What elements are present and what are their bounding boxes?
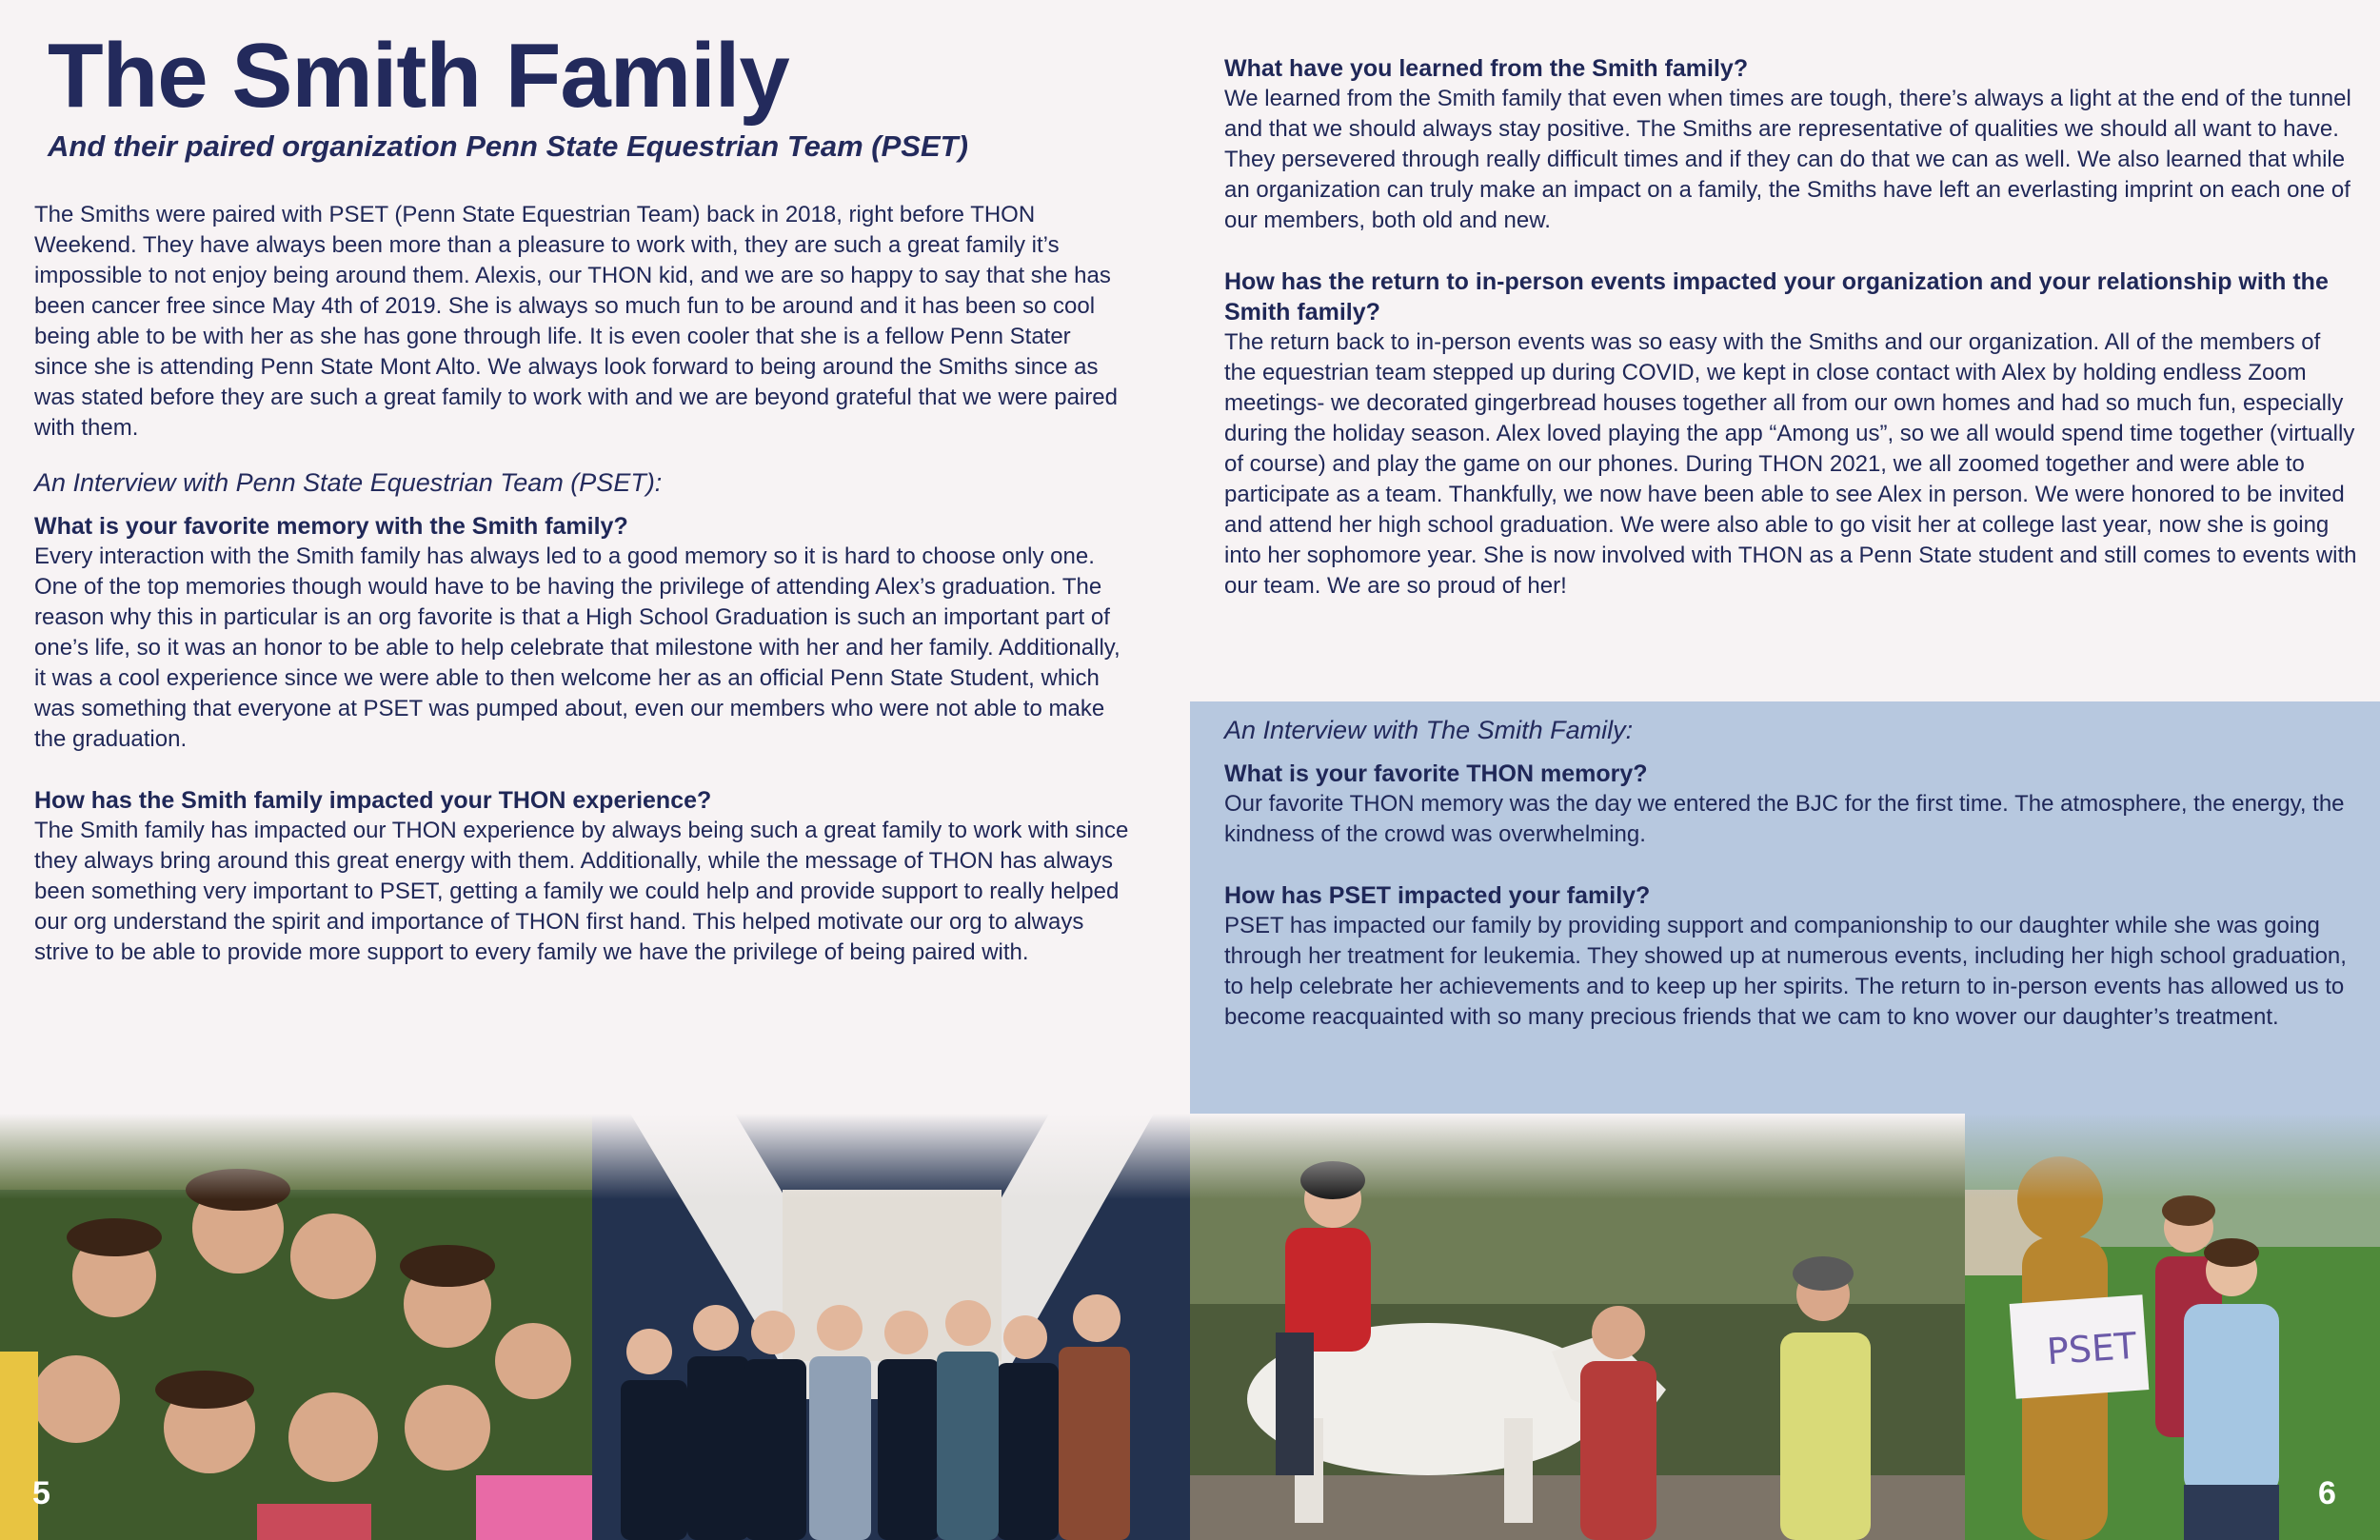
photo-fade (1190, 1114, 1965, 1199)
page-number-right: 6 (2318, 1475, 2336, 1511)
answer-in-person-events: The return back to in-person events was so easy with the Smiths and our organization. All of the members of the equestrian team stepped up during COVID, we kept in close contact with Alex by holding endless Zoom meetings- we decorated gingerbread houses together all from our own homes and had so much fun, especially during the holiday season. Alex loved playing the app “Among us”, so we all would spend time together (virtually of course) and play the game on our phones. During THON 2021, we all zoomed together and were able to participate as a team. Thankfully, we now have been able to see Alex in person. We were honored to be invited and attend her high school graduation. We were also able to go visit her at college last year, now she is going into her sophomore year. She is now involved with THON as a Penn State student and still comes to events with our team. We are so proud of her! (1224, 329, 2357, 599)
intro-paragraph: The Smiths were paired with PSET (Penn State Equestrian Team) back in 2018, right before THON Weekend. They have always been more than a pleasure to work with, they are such a great family it’s impossible to not enjoy being around them. Alexis, our THON kid, and we are so happy to say that she has been cancer free since May 4th of 2019. She is always so much fun to be around and it has been so cool being able to be with her as she has gone through life. It is even cooler that she is a fellow Penn Stater since she is attending Penn State Mont Alto. We always look forward to being around the Smiths since as was stated before they are such a great family to work with and we are beyond grateful that we were paired with them. (34, 202, 1118, 441)
family-interview-heading: An Interview with The Smith Family: (1224, 716, 1634, 744)
answer-learned: We learned from the Smith family that even when times are tough, there’s always a light at the end of the tunnel and that we should always stay positive. The Smiths are representative of qualities we should all want to have. They persevered through really difficult times and if they can do that we can as well. We also learned that while an organization can truly make an impact on a family, the Smiths have left an everlasting imprint on each one of our members, both old and new. (1224, 86, 2351, 233)
page-subtitle: And their paired organization Penn State Equestrian Team (PSET) (48, 129, 968, 163)
pset-interview-continued (1224, 53, 2357, 602)
question-favorite-thon-memory: What is your favorite THON memory? (1224, 760, 1648, 787)
page-title: The Smith Family (48, 25, 789, 127)
pset-interview-heading: An Interview with Penn State Equestrian Team (PSET): (34, 468, 663, 497)
pset-interview (34, 468, 1129, 968)
pset-sign-text: PSET (2045, 1324, 2138, 1373)
question-favorite-memory: What is your favorite memory with the Smith family? (34, 513, 628, 540)
photo-fade (592, 1114, 1190, 1199)
photo-fade (0, 1114, 592, 1199)
photo-fade (1965, 1114, 2380, 1199)
page-number-left: 5 (32, 1475, 50, 1511)
family-interview (1224, 716, 2357, 1033)
answer-thon-experience: The Smith family has impacted our THON experience by always being such a great family to work with since they always bring around this great energy with them. Additionally, while the message of THON has always been something very important to PSET, getting a family we could help and provide support to really helped our org understand the spirit and importance of THON first hand. This helped motivate our org to always strive to be able to provide more support to every family we have the privilege of being paired with. (34, 818, 1129, 965)
photo-circle-group (0, 1114, 592, 1540)
right-page (1190, 0, 2380, 1540)
photo-horse-riding (1190, 1114, 1965, 1540)
question-thon-experience: How has the Smith family impacted your THON experience? (34, 787, 712, 814)
photo-indoor-group (592, 1114, 1190, 1540)
answer-favorite-memory: Every interaction with the Smith family has always led to a good memory so it is hard to choose only one. One of the top memories though would have to be having the privilege of attending Alex’s graduation. The reason why this in particular is an org favorite is that a High School Graduation is such an important part of one’s life, so it was an honor to be able to help celebrate that milestone with her and her family. Additionally, it was a cool experience since we were able to then welcome her as an official Penn State Student, which was something that everyone at PSET was pumped about, even our members who were not able to make the graduation. (34, 543, 1121, 752)
answer-favorite-thon-memory: Our favorite THON memory was the day we entered the BJC for the first time. The atmosphere, the energy, the kindness of the crowd was overwhelming. (1224, 791, 2345, 847)
question-learned: What have you learned from the Smith family? (1224, 55, 1749, 82)
question-in-person-events: How has the return to in-person events impacted your organization and your relationship with the Smith family? (1224, 268, 2329, 326)
question-pset-impact: How has PSET impacted your family? (1224, 882, 1651, 909)
answer-pset-impact: PSET has impacted our family by providing support and companionship to our daughter while she was going through her treatment for leukemia. They showed up at numerous events, including her high school graduation, to help celebrate her achievements and to keep up her spirits. The return to in-person events has allowed us to become reacquainted with so many precious friends that we cam to kno wover our daughter’s treatment. (1224, 913, 2347, 1030)
